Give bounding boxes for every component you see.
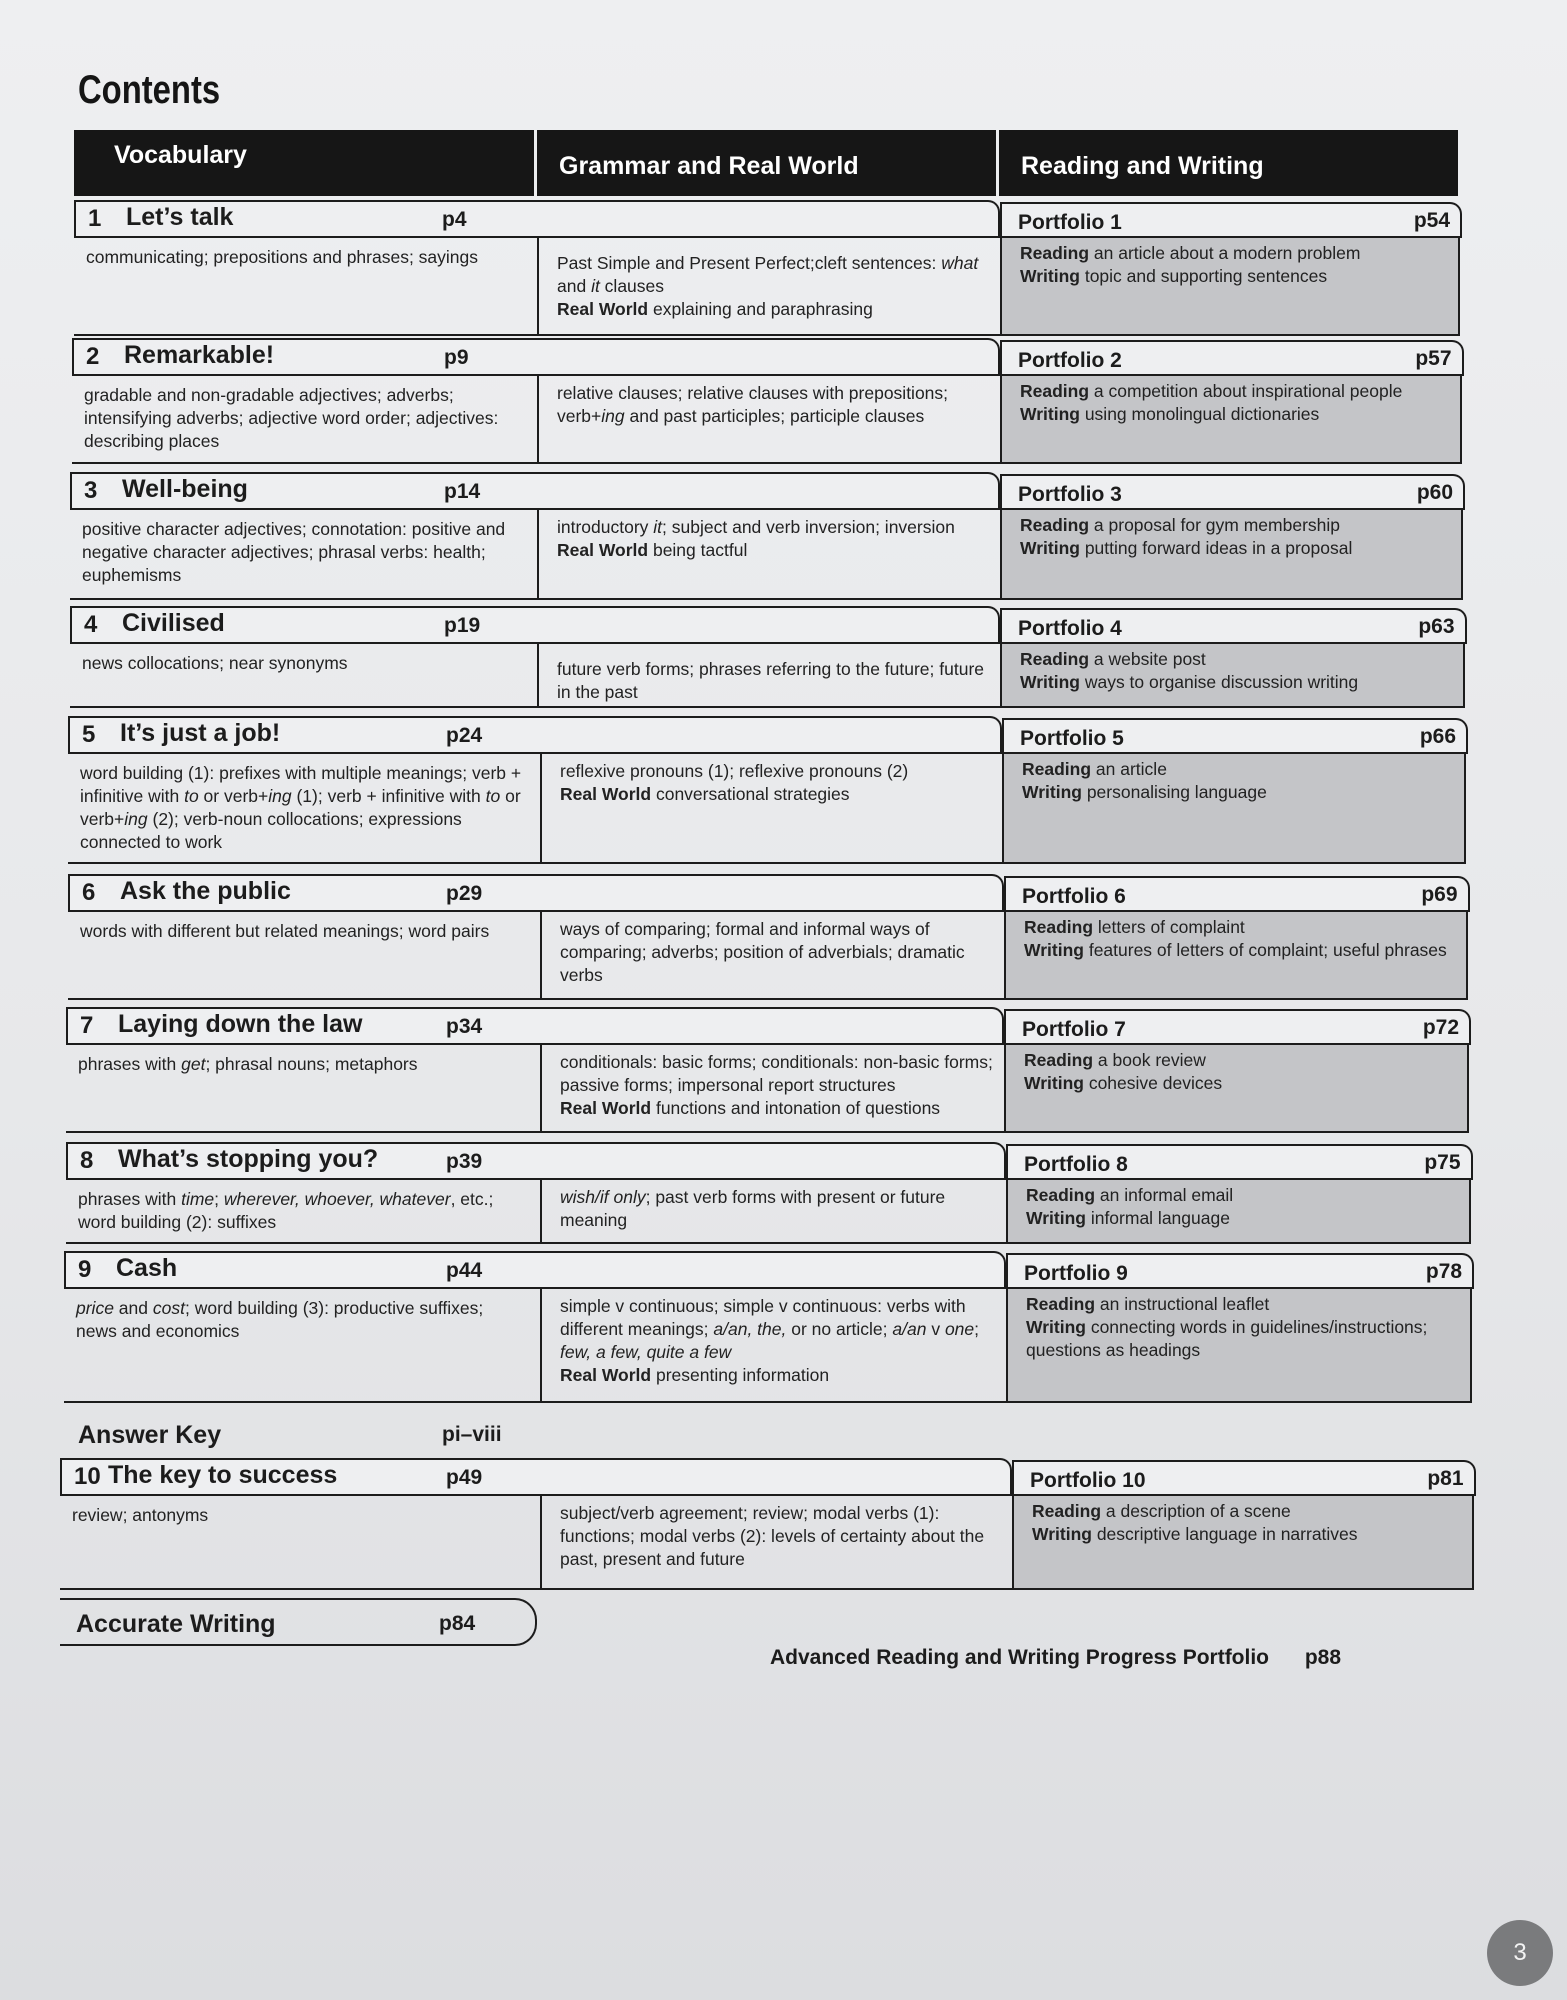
portfolio-tab	[1000, 202, 1462, 238]
row-divider	[66, 1043, 1469, 1045]
portfolio-title: Portfolio 1	[1018, 211, 1122, 234]
column-divider	[1000, 642, 1002, 706]
answer-key-entry: Answer Key pi–viii	[78, 1421, 502, 1449]
table-right-edge	[1463, 642, 1465, 706]
portfolio-page: p78	[1425, 1260, 1462, 1283]
column-divider	[1000, 374, 1002, 462]
portfolio-title: Portfolio 4	[1018, 617, 1122, 640]
portfolio-tab	[1000, 340, 1464, 376]
vocabulary-cell: review; antonyms	[72, 1505, 209, 1525]
portfolio-title: Portfolio 10	[1030, 1469, 1146, 1492]
grammar-cell: reflexive pronouns (1); reflexive pronouns (2) Real World conversational strategies	[560, 761, 909, 804]
unit-title: Cash	[116, 1254, 178, 1282]
portfolio-page: p75	[1424, 1151, 1461, 1174]
reading-writing-cell: Reading a book review Writing cohesive devices	[1024, 1050, 1223, 1093]
portfolio-title: Portfolio 8	[1024, 1153, 1128, 1176]
column-divider	[540, 1043, 542, 1131]
vocabulary-cell: words with different but related meanings; word pairs	[80, 921, 490, 941]
unit-number: 10	[74, 1463, 101, 1490]
unit-number: 5	[82, 721, 96, 748]
table-right-edge	[1458, 236, 1460, 334]
unit-title: Well-being	[122, 475, 248, 503]
portfolio-tab	[1006, 1144, 1473, 1180]
row-bottom-rule	[66, 1131, 1469, 1133]
unit-page: p29	[446, 882, 483, 905]
unit-page: p14	[444, 480, 481, 503]
table-right-edge	[1470, 1287, 1472, 1401]
unit-tab	[72, 338, 1000, 374]
row-divider	[74, 236, 1460, 238]
portfolio-page: p63	[1418, 615, 1455, 638]
portfolio-tab	[1004, 1009, 1471, 1045]
unit-title: Let’s talk	[126, 203, 234, 231]
unit-tab	[70, 606, 1000, 642]
column-divider	[540, 752, 542, 862]
portfolio-page: p54	[1413, 209, 1450, 232]
row-bottom-rule	[66, 1242, 1471, 1244]
table-right-edge	[1466, 910, 1468, 998]
table-right-edge	[1464, 752, 1466, 862]
vocabulary-cell: positive character adjectives; connotation: positive and negative character adjectives; phrasal verbs: health; euphemisms	[82, 519, 506, 585]
unit-number: 3	[84, 477, 98, 504]
column-divider	[537, 642, 539, 706]
reading-writing-cell: Reading a competition about inspirational people Writing using monolingual dictionaries	[1020, 381, 1403, 424]
reading-writing-cell: Reading letters of complaint Writing features of letters of complaint; useful phrases	[1024, 917, 1447, 960]
table-right-edge	[1472, 1494, 1474, 1588]
vocabulary-cell: news collocations; near synonyms	[82, 653, 348, 673]
row-bottom-rule	[64, 1401, 1472, 1403]
unit-number: 9	[78, 1256, 92, 1283]
reading-writing-cell: Reading an instructional leaflet Writing connecting words in guidelines/instructions; questions as headings	[1026, 1294, 1428, 1360]
portfolio-tab	[1012, 1460, 1476, 1496]
unit-tab	[70, 472, 1000, 508]
unit-number: 2	[86, 343, 100, 370]
unit-number: 1	[88, 205, 102, 232]
grammar-cell: relative clauses; relative clauses with prepositions; verb+ing and past participles; participle clauses	[557, 383, 949, 426]
vocabulary-cell: price and cost; word building (3): productive suffixes; news and economics	[76, 1298, 484, 1341]
row-divider	[70, 508, 1463, 510]
page-title: Contents	[78, 68, 221, 112]
portfolio-tab	[1000, 608, 1467, 644]
column-divider	[537, 508, 539, 598]
unit-tab	[66, 1007, 1004, 1043]
row-divider	[64, 1287, 1472, 1289]
column-divider	[540, 1494, 542, 1588]
unit-page: p24	[446, 724, 483, 747]
unit-tab	[64, 1251, 1006, 1287]
portfolio-tab	[1004, 876, 1470, 912]
column-divider	[1000, 236, 1002, 334]
unit-tab	[60, 1458, 1012, 1494]
page-number-badge: 3	[1487, 1920, 1553, 1986]
portfolio-tab	[1006, 1253, 1474, 1289]
row-bottom-rule	[74, 334, 1460, 336]
row-bottom-rule	[70, 598, 1463, 600]
unit-title: The key to success	[108, 1461, 338, 1489]
portfolio-page: p66	[1419, 725, 1456, 748]
column-divider	[540, 1287, 542, 1401]
grammar-cell: Past Simple and Present Perfect;cleft sentences: what and it clauses Real World explaining and paraphrasing	[557, 253, 979, 319]
unit-number: 7	[80, 1012, 94, 1039]
unit-title: Ask the public	[120, 877, 291, 905]
column-divider	[1004, 1043, 1006, 1131]
portfolio-title: Portfolio 3	[1018, 483, 1122, 506]
row-divider	[70, 642, 1465, 644]
row-divider	[72, 374, 1462, 376]
row-divider	[60, 1494, 1474, 1496]
row-bottom-rule	[70, 706, 1465, 708]
unit-tab	[66, 1142, 1006, 1178]
unit-page: p34	[446, 1015, 483, 1038]
unit-page: p19	[444, 614, 481, 637]
unit-title: What’s stopping you?	[118, 1145, 379, 1173]
header-vocabulary: Vocabulary	[74, 130, 534, 196]
portfolio-title: Portfolio 9	[1024, 1262, 1128, 1285]
unit-page: p39	[446, 1150, 483, 1173]
table-right-edge	[1461, 508, 1463, 598]
portfolio-page: p60	[1416, 481, 1453, 504]
grammar-cell: introductory it; subject and verb inversion; inversion Real World being tactful	[557, 517, 955, 560]
column-divider	[540, 910, 542, 998]
vocabulary-cell: gradable and non-gradable adjectives; adverbs; intensifying adverbs; adjective word order; adjectives: describing places	[84, 385, 499, 451]
row-divider	[68, 910, 1468, 912]
table-right-edge	[1467, 1043, 1469, 1131]
vocabulary-cell: phrases with time; wherever, whoever, whatever, etc.; word building (2): suffixes	[78, 1189, 494, 1232]
portfolio-title: Portfolio 2	[1018, 349, 1122, 372]
grammar-cell: ways of comparing; formal and informal ways of comparing; adverbs; position of adverbials; dramatic verbs	[560, 919, 965, 985]
portfolio-title: Portfolio 6	[1022, 885, 1126, 908]
reading-writing-cell: Reading an article Writing personalising language	[1022, 759, 1267, 802]
unit-page: p4	[442, 208, 467, 231]
unit-page: p9	[444, 346, 469, 369]
grammar-cell: subject/verb agreement; review; modal verbs (1): functions; modal verbs (2): levels of certainty about the past, present and future	[560, 1503, 985, 1569]
progress-portfolio-entry: Advanced Reading and Writing Progress Portfolio p88	[770, 1646, 1342, 1669]
row-bottom-rule	[68, 862, 1466, 864]
portfolio-page: p72	[1422, 1016, 1459, 1039]
unit-title: Laying down the law	[118, 1010, 363, 1038]
column-divider	[537, 374, 539, 462]
column-divider	[1012, 1494, 1014, 1588]
unit-title: It’s just a job!	[120, 719, 281, 747]
unit-title: Civilised	[122, 609, 225, 637]
table-right-edge	[1469, 1178, 1471, 1242]
portfolio-title: Portfolio 7	[1022, 1018, 1126, 1041]
reading-writing-cell: Reading an article about a modern problem Writing topic and supporting sentences	[1020, 243, 1361, 286]
header-grammar: Grammar and Real World	[537, 130, 996, 196]
row-bottom-rule	[72, 462, 1462, 464]
table-right-edge	[1460, 374, 1462, 462]
column-divider	[1000, 508, 1002, 598]
unit-tab	[68, 716, 1002, 752]
unit-title: Remarkable!	[124, 341, 275, 369]
portfolio-page: p69	[1421, 883, 1458, 906]
vocabulary-cell: phrases with get; phrasal nouns; metaphors	[78, 1054, 418, 1074]
column-divider	[1006, 1178, 1008, 1242]
unit-page: p44	[446, 1259, 483, 1282]
vocabulary-cell: communicating; prepositions and phrases; sayings	[86, 247, 479, 267]
column-divider	[1006, 1287, 1008, 1401]
reading-writing-cell: Reading an informal email Writing informal language	[1026, 1185, 1234, 1228]
reading-writing-cell: Reading a description of a scene Writing descriptive language in narratives	[1032, 1501, 1358, 1544]
unit-number: 4	[84, 611, 98, 638]
unit-page: p49	[446, 1466, 483, 1489]
reading-writing-cell: Reading a proposal for gym membership Writing putting forward ideas in a proposal	[1020, 515, 1353, 558]
column-divider	[1002, 752, 1004, 862]
column-divider	[537, 236, 539, 334]
column-divider	[540, 1178, 542, 1242]
accurate-writing-entry: Accurate Writing p84	[76, 1610, 476, 1638]
row-bottom-rule	[60, 1588, 1474, 1590]
column-divider	[1004, 910, 1006, 998]
unit-tab	[68, 874, 1004, 910]
portfolio-tab	[1000, 474, 1465, 510]
header-reading-writing: Reading and Writing	[999, 130, 1458, 196]
row-divider	[66, 1178, 1471, 1180]
reading-writing-cell: Reading a website post Writing ways to organise discussion writing	[1020, 649, 1359, 692]
unit-tab	[74, 200, 1000, 236]
row-divider	[68, 752, 1466, 754]
portfolio-title: Portfolio 5	[1020, 727, 1124, 750]
grammar-cell: future verb forms; phrases referring to the future; future in the past	[557, 659, 985, 702]
grammar-cell: simple v continuous; simple v continuous: verbs with different meanings; a/an, the, or no article; a/an v one; few, a few, quite a few Real World presenting information	[560, 1296, 980, 1385]
unit-number: 6	[82, 879, 96, 906]
grammar-cell: wish/if only; past verb forms with present or future meaning	[560, 1187, 946, 1230]
portfolio-tab	[1002, 718, 1468, 754]
unit-number: 8	[80, 1147, 94, 1174]
portfolio-page: p81	[1427, 1467, 1464, 1490]
row-bottom-rule	[68, 998, 1468, 1000]
portfolio-page: p57	[1415, 347, 1452, 370]
grammar-cell: conditionals: basic forms; conditionals: non-basic forms; passive forms; impersonal report structures Real World functions and intonation of questions	[560, 1052, 993, 1118]
vocabulary-cell: word building (1): prefixes with multiple meanings; verb + infinitive with to or verb+ing (1); verb + infinitive with to or verb+ing (2); verb-noun collocations; expressions connected to work	[80, 763, 522, 852]
